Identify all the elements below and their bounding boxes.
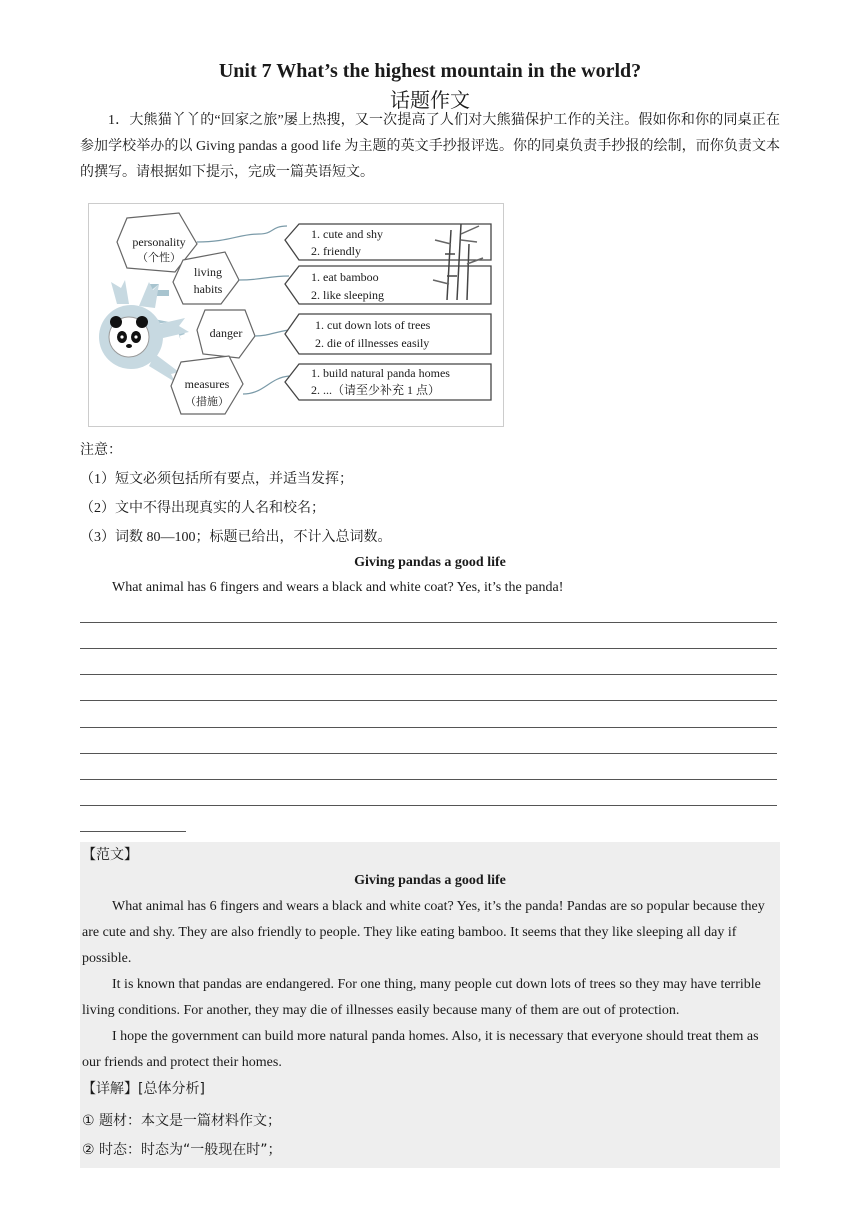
personality-item-1: 1. cute and shy: [311, 227, 383, 241]
danger-item-1: 1. cut down lots of trees: [315, 318, 431, 332]
living-label: living: [193, 265, 222, 279]
detail-label: 【详解】[总体分析]: [82, 1081, 205, 1097]
living-items: [311, 268, 384, 304]
personality-label-cn: （个性）: [137, 251, 181, 264]
note-item-3: （3）词数 80—100；标题已给出，不计入总词数。: [80, 530, 392, 545]
note-item-1: （1）短文必须包括所有要点，并适当发挥；: [80, 472, 353, 487]
measures-label-cn: （措施）: [185, 395, 229, 408]
writing-line: [80, 622, 777, 623]
answer-paragraph-2: It is known that pandas are endangered. For one thing, many people cut down lots of trees so they may have terrible living conditions. For another, they may die of illnesses easily because many of them are out of protection.: [82, 977, 761, 1018]
answer-label: 【范文】: [82, 847, 138, 863]
measures-items: [311, 365, 450, 399]
writing-line: [80, 727, 777, 728]
living-item-1: 1. eat bamboo: [311, 270, 379, 284]
danger-item-2: 2. die of illnesses easily: [315, 336, 430, 350]
topic-title: 话题作文: [390, 88, 470, 112]
answer-paragraph-3: I hope the government can build more natural panda homes. Also, it is necessary that everyone should treat them as our friends and protect their homes.: [82, 1029, 759, 1070]
living-item-2: 2. like sleeping: [311, 288, 384, 302]
analysis-point-1: ① 题材：本文是一篇材料作文；: [82, 1113, 282, 1129]
writing-line: [80, 648, 777, 649]
danger-label: danger: [209, 326, 243, 340]
writing-line: [80, 700, 777, 701]
writing-line: [80, 674, 777, 675]
answer-paragraph-1: What animal has 6 fingers and wears a black and white coat? Yes, it’s the panda! Pandas are so popular because they are cute and shy. They are also friendly to people. They like eating bamboo. It seems that they like sleeping all day if possible.: [82, 899, 765, 966]
personality-label: personality: [132, 235, 186, 249]
answer-section: [80, 842, 780, 1168]
measures-item-2: 2. ...（请至少补充 1 点）: [311, 383, 441, 397]
note-item-2: （2）文中不得出现真实的人名和校名；: [80, 501, 325, 516]
answer-title: Giving pandas a good life: [354, 873, 506, 888]
notes: [80, 436, 780, 552]
essay-opening: What animal has 6 fingers and wears a black and white coat? Yes, it’s the panda!: [112, 580, 564, 595]
panda-icon: [109, 316, 149, 357]
measures-label: measures: [184, 377, 230, 391]
personality-item-2: 2. friendly: [311, 244, 361, 258]
mind-map-figure: [88, 203, 504, 427]
measures-item-1: 1. build natural panda homes: [311, 366, 450, 380]
unit-title: Unit 7 What’s the highest mountain in the world?: [218, 60, 642, 82]
question-text: 1．大熊猫丫丫的“回家之旅”屡上热搜，又一次提高了人们对大熊猫保护工作的关注。假如你和你的同桌正在参加学校举办的以 Giving pandas a good life 为主题的英文手抄报评选。你的同桌负责手抄报的绘制，而你负责文本的撰写。请根据如下提示，完成一篇英语短文。: [80, 113, 780, 180]
writing-line: [80, 779, 777, 780]
notes-heading: 注意：: [80, 443, 122, 458]
personality-items: [311, 226, 383, 260]
writing-line-end: [80, 831, 186, 832]
writing-line: [80, 753, 777, 754]
danger-items: [315, 316, 430, 352]
writing-line: [80, 805, 777, 806]
essay-title: Giving pandas a good life: [354, 555, 506, 570]
habits-label: habits: [193, 282, 223, 296]
analysis-point-2: ② 时态：时态为“一般现在时”；: [82, 1142, 282, 1158]
